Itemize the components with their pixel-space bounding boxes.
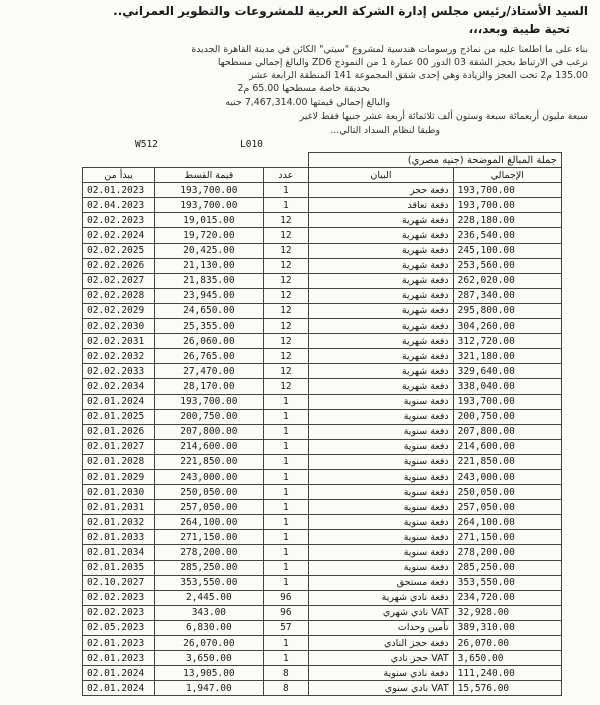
cell-date: 02.01.2032 bbox=[83, 515, 155, 530]
cell-count: 1 bbox=[263, 198, 309, 213]
cell-total: 193,700.00 bbox=[453, 394, 561, 409]
cell-count: 57 bbox=[263, 620, 309, 635]
table-row bbox=[83, 303, 562, 318]
cell-date: 02.02.2028 bbox=[83, 288, 155, 303]
cell-count: 12 bbox=[263, 273, 309, 288]
cell-statement: دفعة سنوية bbox=[309, 469, 453, 484]
cell-date: 02.02.2023 bbox=[83, 590, 155, 605]
cell-count: 8 bbox=[263, 666, 309, 681]
cell-statement: دفعة شهرية bbox=[309, 334, 453, 349]
cell-statement: دفعة شهرية bbox=[309, 379, 453, 394]
cell-date: 02.01.2031 bbox=[83, 500, 155, 515]
table-row bbox=[83, 469, 562, 484]
table-row bbox=[83, 424, 562, 439]
cell-total: 214,600.00 bbox=[453, 439, 561, 454]
cell-price: 26,060.00 bbox=[155, 334, 263, 349]
table-row bbox=[83, 319, 562, 334]
body-line-5: والبالغ إجمالي قيمتها 7,467,314.00 جنيه bbox=[225, 97, 390, 108]
cell-count: 1 bbox=[263, 409, 309, 424]
cell-price: 1,947.00 bbox=[155, 681, 263, 696]
cell-statement: دفعة نادي شهرية bbox=[309, 590, 453, 605]
cell-total: 15,576.00 bbox=[453, 681, 561, 696]
cell-date: 02.02.2033 bbox=[83, 364, 155, 379]
cell-statement: دفعة نادي سنوية bbox=[309, 666, 453, 681]
table-row bbox=[83, 485, 562, 500]
cell-statement: دفعة سنوية bbox=[309, 515, 453, 530]
cell-price: 27,470.00 bbox=[155, 364, 263, 379]
table-row bbox=[83, 334, 562, 349]
cell-total: 200,750.00 bbox=[453, 409, 561, 424]
cell-date: 02.04.2023 bbox=[83, 198, 155, 213]
cell-price: 243,000.00 bbox=[155, 469, 263, 484]
body-line-2: نرغب في الارتباط بحجز الشقة 03 الدور 00 عمارة 1 من النموذج ZD6 والبالغ إجمالي مسطحها bbox=[217, 57, 588, 68]
table-row bbox=[83, 198, 562, 213]
cell-price: 271,150.00 bbox=[155, 530, 263, 545]
header-total: الإجمالي bbox=[453, 168, 561, 183]
cell-statement: دفعة شهرية bbox=[309, 364, 453, 379]
cell-count: 1 bbox=[263, 560, 309, 575]
table-row bbox=[83, 575, 562, 590]
cell-price: 193,700.00 bbox=[155, 198, 263, 213]
letter-greeting: تحية طيبة وبعد،،، bbox=[468, 22, 570, 36]
cell-total: 389,310.00 bbox=[453, 620, 561, 635]
cell-total: 271,150.00 bbox=[453, 530, 561, 545]
cell-statement: VAT نادي سنوي bbox=[309, 681, 453, 696]
cell-total: 3,650.00 bbox=[453, 651, 561, 666]
cell-price: 264,100.00 bbox=[155, 515, 263, 530]
cell-total: 287,340.00 bbox=[453, 288, 561, 303]
table-row bbox=[83, 530, 562, 545]
cell-count: 12 bbox=[263, 213, 309, 228]
cell-statement: دفعة شهرية bbox=[309, 243, 453, 258]
cell-statement: دفعة حجز bbox=[309, 183, 453, 198]
cell-statement: دفعة شهرية bbox=[309, 258, 453, 273]
cell-date: 02.02.2030 bbox=[83, 319, 155, 334]
cell-statement: VAT نادي شهري bbox=[309, 605, 453, 620]
cell-statement: دفعة شهرية bbox=[309, 273, 453, 288]
table-row bbox=[83, 409, 562, 424]
cell-count: 1 bbox=[263, 485, 309, 500]
table-row bbox=[83, 273, 562, 288]
cell-statement: دفعة شهرية bbox=[309, 228, 453, 243]
cell-statement: دفعة سنوية bbox=[309, 530, 453, 545]
table-row bbox=[83, 651, 562, 666]
cell-statement: تأمين وحدات bbox=[309, 620, 453, 635]
cell-statement: دفعة سنوية bbox=[309, 560, 453, 575]
cell-statement: دفعة سنوية bbox=[309, 424, 453, 439]
cell-total: 234,720.00 bbox=[453, 590, 561, 605]
cell-price: 214,600.00 bbox=[155, 439, 263, 454]
cell-count: 1 bbox=[263, 183, 309, 198]
cell-date: 02.01.2023 bbox=[83, 651, 155, 666]
cell-total: 236,540.00 bbox=[453, 228, 561, 243]
cell-count: 1 bbox=[263, 439, 309, 454]
cell-total: 193,700.00 bbox=[453, 198, 561, 213]
cell-count: 1 bbox=[263, 575, 309, 590]
cell-price: 193,700.00 bbox=[155, 183, 263, 198]
cell-total: 32,928.00 bbox=[453, 605, 561, 620]
header-statement: البيان bbox=[309, 168, 453, 183]
cell-price: 19,720.00 bbox=[155, 228, 263, 243]
cell-date: 02.05.2023 bbox=[83, 620, 155, 635]
table-row bbox=[83, 500, 562, 515]
cell-count: 1 bbox=[263, 651, 309, 666]
cell-statement: دفعة سنوية bbox=[309, 485, 453, 500]
body-line-6: سبعة مليون أربعمائة سبعة وستون ألف ثلاثمائة أربعة عشر جنيها فقط لاغير bbox=[299, 111, 588, 122]
cell-statement: دفعة سنوية bbox=[309, 394, 453, 409]
cell-price: 24,650.00 bbox=[155, 303, 263, 318]
cell-date: 02.02.2029 bbox=[83, 303, 155, 318]
cell-date: 02.01.2026 bbox=[83, 424, 155, 439]
cell-date: 02.01.2027 bbox=[83, 439, 155, 454]
table-row bbox=[83, 515, 562, 530]
table-header-row bbox=[83, 168, 562, 183]
table-row bbox=[83, 605, 562, 620]
cell-date: 02.01.2024 bbox=[83, 681, 155, 696]
cell-total: 264,100.00 bbox=[453, 515, 561, 530]
table-title: جملة المبالغ الموضحة (جنيه مصري) bbox=[309, 153, 562, 168]
table-row bbox=[83, 454, 562, 469]
cell-total: 221,850.00 bbox=[453, 454, 561, 469]
cell-total: 193,700.00 bbox=[453, 183, 561, 198]
cell-price: 26,070.00 bbox=[155, 636, 263, 651]
cell-statement: دفعة شهرية bbox=[309, 213, 453, 228]
cell-total: 329,640.00 bbox=[453, 364, 561, 379]
cell-price: 28,170.00 bbox=[155, 379, 263, 394]
cell-total: 26,070.00 bbox=[453, 636, 561, 651]
cell-date: 02.10.2027 bbox=[83, 575, 155, 590]
cell-count: 96 bbox=[263, 590, 309, 605]
cell-date: 02.02.2032 bbox=[83, 349, 155, 364]
cell-price: 221,850.00 bbox=[155, 454, 263, 469]
cell-count: 1 bbox=[263, 500, 309, 515]
cell-date: 02.02.2024 bbox=[83, 228, 155, 243]
cell-price: 285,250.00 bbox=[155, 560, 263, 575]
cell-count: 12 bbox=[263, 243, 309, 258]
letter-salutation: السيد الأستاذ/رئيس مجلس إدارة الشركة العربية للمشروعات والتطوير العمراني.. bbox=[113, 4, 588, 18]
cell-total: 304,260.00 bbox=[453, 319, 561, 334]
cell-count: 96 bbox=[263, 605, 309, 620]
cell-price: 250,050.00 bbox=[155, 485, 263, 500]
cell-date: 02.02.2026 bbox=[83, 258, 155, 273]
header-date: يبدأ من bbox=[83, 168, 155, 183]
cell-count: 12 bbox=[263, 288, 309, 303]
table-row bbox=[83, 394, 562, 409]
table-row bbox=[83, 620, 562, 635]
cell-statement: دفعة تعاقد bbox=[309, 198, 453, 213]
cell-total: 228,180.00 bbox=[453, 213, 561, 228]
code-l: L010 bbox=[240, 139, 263, 150]
cell-date: 02.02.2034 bbox=[83, 379, 155, 394]
cell-count: 1 bbox=[263, 424, 309, 439]
cell-total: 243,000.00 bbox=[453, 469, 561, 484]
cell-total: 353,550.00 bbox=[453, 575, 561, 590]
cell-statement: دفعة سنوية bbox=[309, 545, 453, 560]
body-line-4: بحديقة خاصة مسطحها 65.00 م2 bbox=[237, 83, 370, 94]
cell-statement: دفعة سنوية bbox=[309, 439, 453, 454]
cell-date: 02.01.2035 bbox=[83, 560, 155, 575]
cell-count: 1 bbox=[263, 394, 309, 409]
table-title-row bbox=[83, 153, 562, 168]
body-line-7: وطبقا لنظام السداد التالي... bbox=[330, 125, 440, 136]
cell-count: 12 bbox=[263, 303, 309, 318]
cell-date: 02.01.2023 bbox=[83, 636, 155, 651]
cell-count: 1 bbox=[263, 454, 309, 469]
table-row bbox=[83, 258, 562, 273]
table-row bbox=[83, 636, 562, 651]
cell-date: 02.01.2029 bbox=[83, 469, 155, 484]
cell-count: 1 bbox=[263, 515, 309, 530]
cell-date: 02.01.2030 bbox=[83, 485, 155, 500]
cell-statement: دفعة سنوية bbox=[309, 454, 453, 469]
cell-price: 2,445.00 bbox=[155, 590, 263, 605]
cell-price: 26,765.00 bbox=[155, 349, 263, 364]
cell-price: 207,800.00 bbox=[155, 424, 263, 439]
cell-price: 21,835.00 bbox=[155, 273, 263, 288]
cell-date: 02.01.2024 bbox=[83, 666, 155, 681]
table-row bbox=[83, 243, 562, 258]
cell-total: 312,720.00 bbox=[453, 334, 561, 349]
cell-total: 245,100.00 bbox=[453, 243, 561, 258]
cell-date: 02.01.2024 bbox=[83, 394, 155, 409]
cell-total: 295,800.00 bbox=[453, 303, 561, 318]
cell-price: 193,700.00 bbox=[155, 394, 263, 409]
table-row bbox=[83, 379, 562, 394]
cell-count: 12 bbox=[263, 379, 309, 394]
cell-price: 353,550.00 bbox=[155, 575, 263, 590]
cell-count: 12 bbox=[263, 334, 309, 349]
cell-price: 200,750.00 bbox=[155, 409, 263, 424]
cell-date: 02.02.2027 bbox=[83, 273, 155, 288]
cell-total: 321,180.00 bbox=[453, 349, 561, 364]
cell-date: 02.01.2034 bbox=[83, 545, 155, 560]
cell-statement: دفعة شهرية bbox=[309, 303, 453, 318]
body-line-3: 135.00 م2 تحت العجز والزيادة وهي إحدى شقق المجموعة 141 المنطقة الرابعة عشر bbox=[249, 70, 588, 81]
table-row bbox=[83, 590, 562, 605]
cell-date: 02.01.2025 bbox=[83, 409, 155, 424]
cell-total: 253,560.00 bbox=[453, 258, 561, 273]
cell-price: 257,050.00 bbox=[155, 500, 263, 515]
cell-count: 1 bbox=[263, 545, 309, 560]
cell-statement: دفعة شهرية bbox=[309, 288, 453, 303]
cell-count: 8 bbox=[263, 681, 309, 696]
table-row bbox=[83, 213, 562, 228]
payment-schedule-table bbox=[82, 152, 562, 696]
cell-price: 3,650.00 bbox=[155, 651, 263, 666]
cell-date: 02.02.2031 bbox=[83, 334, 155, 349]
cell-statement: دفعة شهرية bbox=[309, 319, 453, 334]
cell-date: 02.01.2023 bbox=[83, 183, 155, 198]
table-row bbox=[83, 681, 562, 696]
cell-price: 23,945.00 bbox=[155, 288, 263, 303]
cell-price: 13,905.00 bbox=[155, 666, 263, 681]
cell-date: 02.01.2033 bbox=[83, 530, 155, 545]
table-row bbox=[83, 364, 562, 379]
code-w: W512 bbox=[135, 139, 158, 150]
table-row bbox=[83, 666, 562, 681]
cell-count: 1 bbox=[263, 530, 309, 545]
cell-total: 285,250.00 bbox=[453, 560, 561, 575]
cell-date: 02.02.2023 bbox=[83, 605, 155, 620]
cell-count: 12 bbox=[263, 349, 309, 364]
table-row bbox=[83, 183, 562, 198]
table-row bbox=[83, 439, 562, 454]
cell-price: 343.00 bbox=[155, 605, 263, 620]
cell-statement: دفعة حجز النادي bbox=[309, 636, 453, 651]
cell-count: 12 bbox=[263, 228, 309, 243]
cell-total: 207,800.00 bbox=[453, 424, 561, 439]
cell-price: 19,015.00 bbox=[155, 213, 263, 228]
table-row bbox=[83, 349, 562, 364]
table-row bbox=[83, 228, 562, 243]
cell-price: 25,355.00 bbox=[155, 319, 263, 334]
cell-date: 02.02.2023 bbox=[83, 213, 155, 228]
cell-count: 1 bbox=[263, 469, 309, 484]
header-price: قيمة القسط bbox=[155, 168, 263, 183]
cell-price: 6,830.00 bbox=[155, 620, 263, 635]
table-row bbox=[83, 560, 562, 575]
cell-statement: دفعة مستحق bbox=[309, 575, 453, 590]
table-row bbox=[83, 545, 562, 560]
table-row bbox=[83, 288, 562, 303]
cell-total: 338,040.00 bbox=[453, 379, 561, 394]
cell-statement: VAT حجز نادي bbox=[309, 651, 453, 666]
cell-count: 12 bbox=[263, 258, 309, 273]
cell-price: 20,425.00 bbox=[155, 243, 263, 258]
cell-price: 21,130.00 bbox=[155, 258, 263, 273]
cell-total: 278,200.00 bbox=[453, 545, 561, 560]
cell-statement: دفعة شهرية bbox=[309, 349, 453, 364]
cell-total: 262,020.00 bbox=[453, 273, 561, 288]
cell-statement: دفعة سنوية bbox=[309, 409, 453, 424]
body-line-1: بناء على ما اطلعنا عليه من نماذج ورسومات هندسية لمشروع "سيتي" الكائن في مدينة القاهرة الجديدة bbox=[191, 44, 588, 55]
cell-statement: دفعة سنوية bbox=[309, 500, 453, 515]
cell-date: 02.02.2025 bbox=[83, 243, 155, 258]
cell-date: 02.01.2028 bbox=[83, 454, 155, 469]
cell-count: 12 bbox=[263, 364, 309, 379]
cell-total: 250,050.00 bbox=[453, 485, 561, 500]
cell-total: 111,240.00 bbox=[453, 666, 561, 681]
cell-price: 278,200.00 bbox=[155, 545, 263, 560]
header-count: عدد bbox=[263, 168, 309, 183]
cell-count: 12 bbox=[263, 319, 309, 334]
cell-count: 1 bbox=[263, 636, 309, 651]
cell-total: 257,050.00 bbox=[453, 500, 561, 515]
